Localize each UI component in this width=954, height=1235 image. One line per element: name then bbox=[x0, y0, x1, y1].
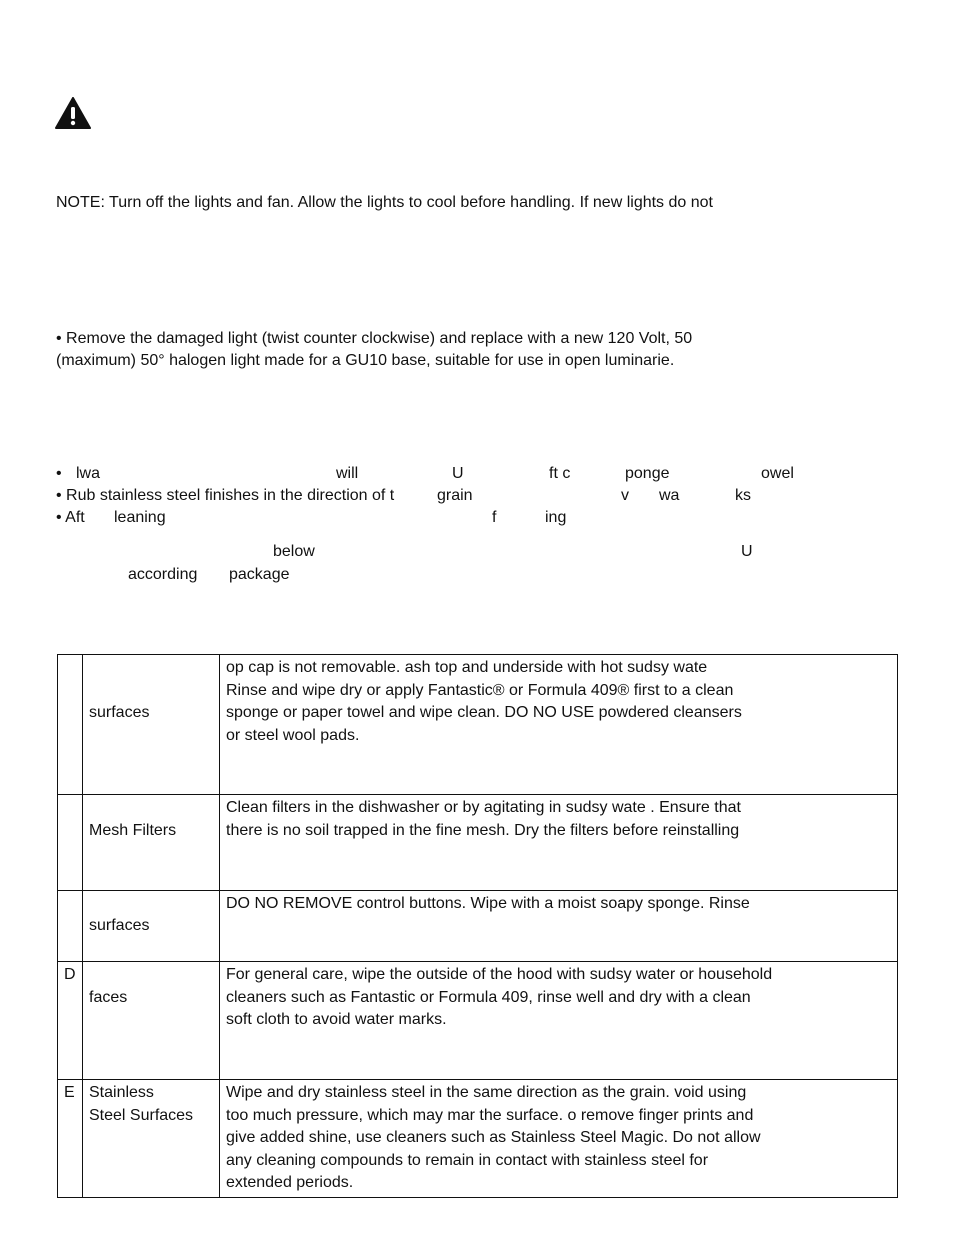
row-description: Wipe and dry stainless steel in the same direction as the grain. void using too much pressure, which may mar the surface. o remove finger prints and give added shine, use cleaners such as Stainless Steel Magic. Do not allow any cleaning compounds to remain in contact with stainless steel for extended periods. bbox=[220, 1080, 898, 1198]
tip1-bullet: • bbox=[56, 465, 62, 482]
tip1-word: will bbox=[336, 465, 359, 482]
replace-light-line1: • Remove the damaged light (twist counter clockwise) and replace with a new 120 Volt, 50 bbox=[56, 330, 693, 347]
row-letter: D bbox=[58, 962, 83, 1080]
tip5-word: according bbox=[128, 566, 198, 583]
tip3-word: f bbox=[492, 509, 497, 526]
warning-triangle-icon bbox=[55, 97, 91, 129]
row-letter bbox=[58, 795, 83, 891]
replace-light-line2: (maximum) 50° halogen light made for a GU10 base, suitable for use in open luminarie. bbox=[56, 352, 675, 369]
row-description: DO NO REMOVE control buttons. Wipe with a moist soapy sponge. Rinse bbox=[220, 891, 898, 962]
row-part: faces bbox=[83, 962, 220, 1080]
table-row bbox=[58, 891, 898, 962]
tip1-word: owel bbox=[761, 465, 794, 482]
row-part: Mesh Filters bbox=[83, 795, 220, 891]
row-letter bbox=[58, 891, 83, 962]
tip3-word: ing bbox=[545, 509, 567, 526]
tip1-word: ponge bbox=[625, 465, 670, 482]
tip2-text: • Rub stainless steel finishes in the direction of t bbox=[56, 487, 395, 504]
row-part: Stainless Steel Surfaces bbox=[83, 1080, 220, 1198]
tip3-word: leaning bbox=[114, 509, 166, 526]
table-row bbox=[58, 962, 898, 1080]
tip2-word: v bbox=[621, 487, 629, 504]
tip5-word: package bbox=[229, 566, 290, 583]
row-letter: E bbox=[58, 1080, 83, 1198]
tip1-word: lwa bbox=[76, 465, 101, 482]
row-letter bbox=[58, 655, 83, 795]
table-row bbox=[58, 795, 898, 891]
tip1-word: U bbox=[452, 465, 464, 482]
tip4-word: below bbox=[273, 543, 315, 560]
note-text: NOTE: Turn off the lights and fan. Allow the lights to cool before handling. If new lights do not bbox=[56, 194, 713, 211]
tip2-word: ks bbox=[735, 487, 751, 504]
row-part: surfaces bbox=[83, 655, 220, 795]
table-row bbox=[58, 1080, 898, 1198]
table-row bbox=[58, 655, 898, 795]
row-description: Clean filters in the dishwasher or by agitating in sudsy wate . Ensure that there is no soil trapped in the fine mesh. Dry the filters before reinstalling bbox=[220, 795, 898, 891]
row-description: op cap is not removable. ash top and underside with hot sudsy wate Rinse and wipe dry or apply Fantastic® or Formula 409® first to a clean sponge or paper towel and wipe clean. DO NO USE powdered cleansers or steel wool pads. bbox=[220, 655, 898, 795]
tip1-word: ft c bbox=[549, 465, 571, 482]
row-part: surfaces bbox=[83, 891, 220, 962]
tip2-word: wa bbox=[659, 487, 680, 504]
tip2-word: grain bbox=[437, 487, 473, 504]
tip4-word: U bbox=[741, 543, 753, 560]
cleaning-table bbox=[57, 654, 898, 1198]
tip3-text: • Aft bbox=[56, 509, 85, 526]
row-description: For general care, wipe the outside of the hood with sudsy water or household cleaners such as Fantastic or Formula 409, rinse well and dry with a clean soft cloth to avoid water marks. bbox=[220, 962, 898, 1080]
